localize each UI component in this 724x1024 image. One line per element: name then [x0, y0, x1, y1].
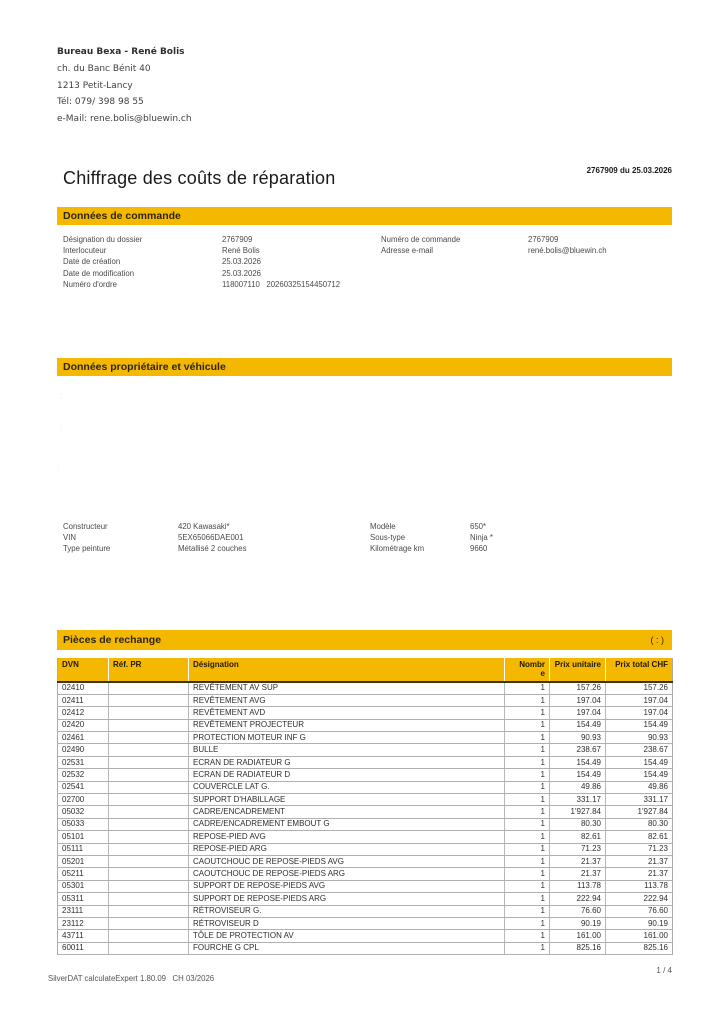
quantity-cell: 1 [505, 893, 550, 905]
ref-pr-cell [109, 868, 189, 880]
unit-price-cell: 113.78 [550, 880, 606, 892]
field-value: Métallisé 2 couches [178, 544, 247, 554]
dvn-cell: 02461 [58, 732, 109, 744]
total-price-cell: 331.17 [606, 794, 673, 806]
table-row [58, 682, 673, 694]
ref-pr-cell [109, 682, 189, 694]
table-row [58, 694, 673, 706]
field-value: 2767909 [528, 235, 559, 244]
total-price-cell: 76.60 [606, 905, 673, 917]
unit-price-cell: 161.00 [550, 930, 606, 942]
table-row [58, 732, 673, 744]
table-row [58, 930, 673, 942]
unit-price-cell: 825.16 [550, 942, 606, 954]
ref-pr-cell [109, 732, 189, 744]
unit-price-cell: 80.30 [550, 818, 606, 830]
designation-cell: REPOSE-PIED AVG [189, 831, 505, 843]
section-header-parts [57, 630, 672, 650]
ref-pr-cell [109, 818, 189, 830]
ref-pr-cell [109, 806, 189, 818]
designation-cell: COUVERCLE LAT G. [189, 781, 505, 793]
designation-cell: REVÊTEMENT AV SUP [189, 682, 505, 694]
field-value: 650* [470, 522, 487, 531]
section-header-owner-vehicle [57, 358, 672, 376]
total-price-cell: 113.78 [606, 880, 673, 892]
total-price-cell: 21.37 [606, 855, 673, 867]
unit-price-cell: 154.49 [550, 756, 606, 768]
unit-price-cell: 154.49 [550, 769, 606, 781]
dvn-cell: 02531 [58, 756, 109, 768]
dvn-cell: 02412 [58, 707, 109, 719]
field-row [370, 521, 493, 532]
field-label: Date de modification [63, 268, 135, 278]
field-row [63, 234, 340, 245]
parts-table-container [57, 658, 672, 955]
total-price-cell: 80.30 [606, 818, 673, 830]
field-value: 5EX65066DAE001 [178, 533, 244, 543]
table-row [58, 917, 673, 929]
table-row [58, 744, 673, 756]
total-price-cell: 82.61 [606, 831, 673, 843]
column-header-text: Nombre [519, 660, 545, 678]
dvn-cell: 05311 [58, 893, 109, 905]
designation-cell: REPOSE-PIED ARG [189, 843, 505, 855]
ref-pr-cell [109, 843, 189, 855]
section-header-order [57, 207, 672, 225]
unit-price-cell: 197.04 [550, 707, 606, 719]
designation-cell: REVÊTEMENT PROJECTEUR [189, 719, 505, 731]
unit-price-cell: 157.26 [550, 682, 606, 694]
field-value: 25.03.2026 [222, 268, 262, 278]
vehicle-fields-left [63, 521, 246, 555]
table-row [58, 905, 673, 917]
order-fields-right [381, 234, 607, 256]
page-title: Chiffrage des coûts de réparation [63, 168, 336, 188]
redacted-owner-data: : [57, 462, 60, 471]
redacted-owner-data: : [60, 424, 63, 433]
field-label: Modèle [370, 522, 396, 531]
sender-phone: Tél: 079/ 398 98 55 [57, 97, 144, 108]
quantity-cell: 1 [505, 682, 550, 694]
field-label: Kilométrage km [370, 544, 425, 554]
parts-table-body [58, 682, 673, 955]
total-price-cell: 71.23 [606, 843, 673, 855]
dvn-cell: 05032 [58, 806, 109, 818]
quantity-cell: 1 [505, 930, 550, 942]
field-label: Numéro d'ordre [63, 279, 117, 289]
ref-pr-cell [109, 905, 189, 917]
field-value: 118007110 20260325154450712 [222, 279, 341, 289]
designation-cell: BULLE [189, 744, 505, 756]
table-row [58, 707, 673, 719]
dvn-cell: 02490 [58, 744, 109, 756]
table-row [58, 794, 673, 806]
dvn-cell: 02541 [58, 781, 109, 793]
designation-cell: PROTECTION MOTEUR INF G [189, 732, 505, 744]
designation-cell: ECRAN DE RADIATEUR G [189, 756, 505, 768]
total-price-cell: 49.86 [606, 781, 673, 793]
quantity-cell: 1 [505, 855, 550, 867]
field-row [63, 256, 340, 267]
dvn-cell: 02410 [58, 682, 109, 694]
quantity-cell: 1 [505, 917, 550, 929]
total-price-cell: 1'927.84 [606, 806, 673, 818]
column-header: DVN [58, 658, 109, 682]
unit-price-cell: 90.19 [550, 917, 606, 929]
field-row [370, 543, 493, 554]
total-price-cell: 197.04 [606, 694, 673, 706]
unit-price-cell: 238.67 [550, 744, 606, 756]
sender-block [57, 44, 192, 128]
quantity-cell: 1 [505, 831, 550, 843]
unit-price-cell: 197.04 [550, 694, 606, 706]
table-row [58, 769, 673, 781]
table-row [58, 880, 673, 892]
footer-page-number: 1 / 4 [656, 966, 672, 975]
designation-cell: TÔLE DE PROTECTION AV [189, 930, 505, 942]
quantity-cell: 1 [505, 744, 550, 756]
unit-price-cell: 222.94 [550, 893, 606, 905]
dvn-cell: 02420 [58, 719, 109, 731]
designation-cell: RÉTROVISEUR G. [189, 905, 505, 917]
designation-cell: CAOUTCHOUC DE REPOSE-PIEDS ARG [189, 868, 505, 880]
field-label: VIN [63, 533, 76, 543]
total-price-cell: 90.19 [606, 917, 673, 929]
designation-cell: CAOUTCHOUC DE REPOSE-PIEDS AVG [189, 855, 505, 867]
field-label: Constructeur [63, 522, 108, 531]
column-header: Réf. PR [109, 658, 189, 682]
dvn-cell: 43711 [58, 930, 109, 942]
designation-cell: SUPPORT DE REPOSE-PIEDS ARG [189, 893, 505, 905]
field-value: 25.03.2026 [222, 257, 262, 267]
total-price-cell: 197.04 [606, 707, 673, 719]
total-price-cell: 21.37 [606, 868, 673, 880]
field-value: rené.bolis@bluewin.ch [528, 246, 607, 256]
designation-cell: RÉTROVISEUR D [189, 917, 505, 929]
field-row [381, 234, 607, 245]
redacted-owner-data: : [60, 391, 63, 400]
column-header: Prix unitaire [550, 658, 606, 682]
dvn-cell: 05201 [58, 855, 109, 867]
table-row [58, 818, 673, 830]
field-value: 420 Kawasaki* [178, 522, 230, 531]
field-value: 9660 [470, 544, 488, 554]
field-value: 2767909 [222, 235, 253, 244]
quantity-cell: 1 [505, 769, 550, 781]
quantity-cell: 1 [505, 781, 550, 793]
total-price-cell: 222.94 [606, 893, 673, 905]
sender-city: 1213 Petit-Lancy [57, 80, 133, 91]
unit-price-cell: 71.23 [550, 843, 606, 855]
ref-pr-cell [109, 930, 189, 942]
field-row [63, 268, 340, 279]
field-row [63, 279, 340, 290]
section-title: Données propriétaire et véhicule [63, 361, 226, 373]
designation-cell: CADRE/ENCADREMENT EMBOUT G [189, 818, 505, 830]
ref-pr-cell [109, 769, 189, 781]
unit-price-cell: 49.86 [550, 781, 606, 793]
column-header: Prix total CHF [606, 658, 673, 682]
field-value: Ninja * [470, 533, 493, 543]
designation-cell: FOURCHE G CPL [189, 942, 505, 954]
table-row [58, 831, 673, 843]
dvn-cell: 05033 [58, 818, 109, 830]
field-row [63, 543, 246, 554]
field-label: Type peinture [63, 544, 111, 554]
designation-cell: SUPPORT DE REPOSE-PIEDS AVG [189, 880, 505, 892]
unit-price-cell: 90.93 [550, 732, 606, 744]
field-row [63, 245, 340, 256]
vehicle-fields-right [370, 521, 493, 555]
dvn-cell: 23111 [58, 905, 109, 917]
table-row [58, 781, 673, 793]
quantity-cell: 1 [505, 756, 550, 768]
ref-pr-cell [109, 794, 189, 806]
unit-price-cell: 1'927.84 [550, 806, 606, 818]
ref-pr-cell [109, 694, 189, 706]
field-label: Numéro de commande [381, 235, 461, 244]
dvn-cell: 02700 [58, 794, 109, 806]
ref-pr-cell [109, 719, 189, 731]
dvn-cell: 05101 [58, 831, 109, 843]
total-price-cell: 154.49 [606, 756, 673, 768]
field-label: Date de création [63, 257, 121, 267]
quantity-cell: 1 [505, 818, 550, 830]
unit-price-cell: 154.49 [550, 719, 606, 731]
dvn-cell: 05301 [58, 880, 109, 892]
document-reference: 2767909 du 25.03.2026 [586, 166, 672, 175]
ref-pr-cell [109, 744, 189, 756]
table-row [58, 806, 673, 818]
section-title-suffix: ( : ) [650, 635, 664, 645]
quantity-cell: 1 [505, 942, 550, 954]
field-value: René Bolis [222, 246, 260, 256]
unit-price-cell: 76.60 [550, 905, 606, 917]
ref-pr-cell [109, 756, 189, 768]
quantity-cell: 1 [505, 794, 550, 806]
sender-address: ch. du Banc Bénit 40 [57, 63, 151, 74]
total-price-cell: 154.49 [606, 769, 673, 781]
column-header [505, 658, 550, 682]
field-label: Interlocuteur [63, 246, 107, 256]
quantity-cell: 1 [505, 694, 550, 706]
quantity-cell: 1 [505, 868, 550, 880]
table-row [58, 942, 673, 954]
ref-pr-cell [109, 707, 189, 719]
designation-cell: REVÊTEMENT AVD [189, 707, 505, 719]
total-price-cell: 90.93 [606, 732, 673, 744]
quantity-cell: 1 [505, 806, 550, 818]
quantity-cell: 1 [505, 719, 550, 731]
ref-pr-cell [109, 831, 189, 843]
designation-cell: ECRAN DE RADIATEUR D [189, 769, 505, 781]
unit-price-cell: 82.61 [550, 831, 606, 843]
unit-price-cell: 21.37 [550, 868, 606, 880]
table-row [58, 843, 673, 855]
column-header: Désignation [189, 658, 505, 682]
quantity-cell: 1 [505, 732, 550, 744]
ref-pr-cell [109, 880, 189, 892]
field-row [381, 245, 607, 256]
parts-table [57, 658, 673, 955]
dvn-cell: 05211 [58, 868, 109, 880]
sender-email: e-Mail: rene.bolis@bluewin.ch [57, 114, 192, 125]
dvn-cell: 02532 [58, 769, 109, 781]
field-label: Adresse e-mail [381, 246, 433, 256]
designation-cell: SUPPORT D'HABILLAGE [189, 794, 505, 806]
ref-pr-cell [109, 942, 189, 954]
dvn-cell: 02411 [58, 694, 109, 706]
dvn-cell: 60011 [58, 942, 109, 954]
table-row [58, 855, 673, 867]
quantity-cell: 1 [505, 905, 550, 917]
quantity-cell: 1 [505, 880, 550, 892]
table-row [58, 756, 673, 768]
table-row [58, 719, 673, 731]
field-row [370, 532, 493, 543]
ref-pr-cell [109, 781, 189, 793]
order-fields-left [63, 234, 340, 290]
total-price-cell: 238.67 [606, 744, 673, 756]
ref-pr-cell [109, 893, 189, 905]
designation-cell: CADRE/ENCADREMENT [189, 806, 505, 818]
field-row [63, 521, 246, 532]
designation-cell: REVÊTEMENT AVG [189, 694, 505, 706]
section-title: Pièces de rechange [63, 634, 162, 646]
total-price-cell: 825.16 [606, 942, 673, 954]
parts-table-header [58, 658, 673, 682]
field-row [63, 532, 246, 543]
ref-pr-cell [109, 917, 189, 929]
total-price-cell: 154.49 [606, 719, 673, 731]
dvn-cell: 05111 [58, 843, 109, 855]
total-price-cell: 157.26 [606, 682, 673, 694]
unit-price-cell: 331.17 [550, 794, 606, 806]
ref-pr-cell [109, 855, 189, 867]
dvn-cell: 23112 [58, 917, 109, 929]
table-row [58, 868, 673, 880]
unit-price-cell: 21.37 [550, 855, 606, 867]
total-price-cell: 161.00 [606, 930, 673, 942]
quantity-cell: 1 [505, 843, 550, 855]
sender-company: Bureau Bexa - René Bolis [57, 47, 185, 57]
quantity-cell: 1 [505, 707, 550, 719]
field-label: Sous-type [370, 533, 406, 543]
footer-app-version: SilverDAT calculateExpert 1.80.09 CH 03/2026 [48, 974, 215, 983]
section-title: Données de commande [63, 210, 181, 222]
field-label: Désignation du dossier [63, 235, 143, 244]
table-row [58, 893, 673, 905]
